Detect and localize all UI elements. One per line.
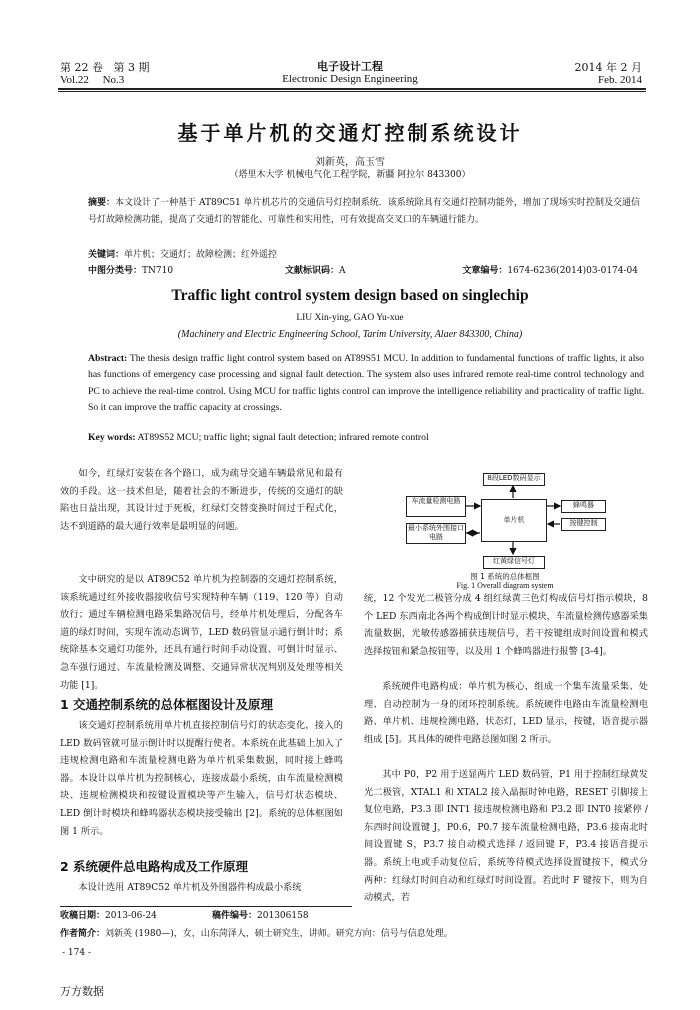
right-paragraph-1: 统，12 个发光二极管分成 4 组红绿黄三色灯构成信号灯指示模块，8 个 LED 东西南北各两个构成倒计时显示模块，车流量检测传感器采集流量数据，光敏传感器捕获违规信号，若干按键组成时间设置和模式选择按钮和紧急按钮等，以及用 1 个蜂鸣器进行报警 [3-4]。	[364, 593, 648, 657]
authors-en: LIU Xin-ying, GAO Yu-xue	[296, 313, 404, 323]
received-date-value: 2013-06-24	[105, 911, 157, 921]
volume-en: Vol.22	[60, 74, 89, 86]
abstract-en-text: The thesis design traffic light control system based on AT89S51 MCU. In addition to fundamental functions of traffic lights, it also has functions of emergency case processing and signal fault detection. The system also uses infrared remote real-time control technology and PC to achieve the real-time control. Using MCU for traffic lights control can improve the intelligence reliability and practicality of traffic light. So it can improve the traffic capacity at crossings.	[88, 353, 644, 414]
affiliation-cn: （塔里木大学 机械电气化工程学院，新疆 阿拉尔 843300）	[229, 170, 471, 180]
left-paragraph-3: 该交通灯控制系统用单片机直接控制信号灯的状态变化，接入的 LED 数码管就可显示倒计时以提醒行使者。本系统在此基础上加入了违规检测电路和车流量检测电路为单片机采集数据，同时接上蜂鸣器。本设计以单片机为控制核心，连接成最小系统，由车流量检测模块、违规检测模块和按键设置模块等产生输入，信号灯状态模块、LED 倒计时模块和蜂鸣器状态模块接受输出 [2]。系统的总体框图如图 1 所示。	[60, 720, 343, 837]
header-rule-thin	[58, 91, 646, 92]
keywords-cn-text: 单片机；交通灯；故障检测；红外遥控	[124, 250, 278, 260]
journal-title-cn: 电子设计工程	[317, 60, 383, 73]
article-number	[462, 265, 638, 278]
abstract-cn-text: 本文设计了一种基于 AT89C51 单片机芯片的交通信号灯控制系统．该系统除具有交通灯控制功能外，增加了现场实时控制及交通信号灯故障检测功能，提高了交通灯的智能化、可靠性和实用性，可有效提高交叉口的车辆通行能力。	[88, 198, 640, 225]
affiliation-en: (Machinery and Electric Engineering School, Tarim University, Alaer 843300, China)	[177, 329, 523, 340]
article-number-value: 1674-6236(2014)03-0174-04	[507, 266, 638, 276]
right-paragraph-3: 其中 P0，P2 用于送显两片 LED 数码管，P1 用于控制红绿黄发光二极管，XTAL1 和 XTAL2 接入晶振时钟电路，RESET 引脚接上复位电路，P3.3 即 INT1 接违规检测电路和 P3.2 即 INT0 接紧停 / 东西时间设置键 J，P0.6，P0.7 接车流量检测电路，P3.6 接南北时间设置键 S，P3.7 接自动模式选择 / 返回键 F，P3.4 接语音提示器。系统上电或手动复位后，系统等待模式选择设置键按下，模式分两种：红绿灯时间自动和红绿灯时间设置。若此时 F 键按下，则为自动模式，若	[364, 769, 648, 904]
figure-1-caption-en: Fig. 1 Overall diagram system	[456, 581, 554, 590]
header-rule	[58, 88, 646, 90]
footnote-rule	[60, 906, 352, 907]
box-led-display: 8段LED数码显示	[483, 473, 545, 486]
issue-cn: 第 3 期	[113, 61, 150, 74]
right-paragraph-2: 系统硬件电路构成：单片机为核心，组成一个集车流量采集、处理、自动控制为一身的闭环控制系统。系统硬件电路由车流量检测电路、单片机、违规检测电路，状态灯，LED 显示，按键，语音提示器组成 [5]。其具体的硬件电路总图如图 2 所示。	[364, 681, 648, 745]
author-bio-label: 作者简介：	[60, 929, 106, 939]
document-code	[285, 265, 346, 278]
received-date	[60, 910, 157, 923]
left-paragraph-1: 如今，红绿灯安装在各个路口，成为疏导交通车辆最常见和最有效的手段。这一技术但是，随着社会的不断进步，传统的交通灯的缺陷也日益出现，其设计过于死板，红绿灯交替变换时间过于程式化，达不到道路的最大通行效率是最明显的问题。	[60, 468, 343, 532]
section-2-heading: 2 系统硬件总电路构成及工作原理	[60, 859, 249, 874]
paper-title-en: Traffic light control system design based on singlechip	[171, 287, 529, 304]
box-buzzer: 蜂鸣器	[561, 500, 606, 513]
volume-cn: 第 22 卷	[60, 61, 103, 74]
journal-title-en: Electronic Design Engineering	[282, 73, 418, 85]
date-en: Feb. 2014	[598, 74, 642, 86]
left-paragraph-4: 本设计选用 AT89C52 单片机及外围器件构成最小系统	[78, 882, 302, 893]
authors-cn: 刘新英，高玉雪	[315, 157, 385, 168]
class-number	[88, 265, 173, 278]
manuscript-number-value: 201306158	[257, 911, 309, 921]
received-date-label: 收稿日期：	[60, 911, 106, 921]
keywords-cn-label: 关键词：	[88, 250, 125, 260]
author-bio-text: 刘新英 (1980—)，女，山东菏泽人，硕士研究生，讲师。研究方向：信号与信息处理。	[105, 929, 453, 939]
box-signal-lights: 红黄绿信号灯	[483, 556, 545, 569]
watermark-wanfang: 万方数据	[60, 985, 104, 998]
abstract-cn	[88, 195, 640, 228]
abstract-cn-label: 摘要：	[88, 198, 116, 208]
abstract-en-label: Abstract:	[88, 353, 128, 364]
class-number-value: TN710	[142, 266, 174, 276]
box-flow-detect: 车流量检测电路	[406, 496, 466, 517]
keywords-en-label: Key words:	[88, 432, 136, 443]
document-code-value: A	[339, 266, 346, 276]
keywords-en	[88, 432, 429, 443]
keywords-en-text: AT89S52 MCU; traffic light; signal fault detection; infrared remote control	[137, 432, 429, 443]
author-bio	[60, 928, 453, 941]
article-number-label: 文章编号：	[462, 266, 508, 276]
keywords-cn	[88, 249, 277, 262]
figure-1-caption-cn: 图 1 系统的总体框图	[470, 572, 540, 581]
manuscript-number-label: 稿件编号：	[212, 911, 258, 921]
figure-1-diagram	[360, 462, 650, 602]
section-1-heading: 1 交通控制系统的总体框图设计及原理	[60, 697, 274, 712]
document-code-label: 文献标识码：	[285, 266, 340, 276]
manuscript-number	[212, 910, 309, 923]
class-number-label: 中图分类号：	[88, 266, 143, 276]
abstract-en	[88, 351, 644, 417]
issue-en: No.3	[102, 74, 125, 86]
paper-title-cn: 基于单片机的交通灯控制系统设计	[177, 121, 523, 145]
box-min-system: 最小系统外围接口电路	[406, 523, 466, 544]
date-cn: 2014 年 2 月	[574, 61, 642, 74]
left-paragraph-2: 文中研究的是以 AT89C52 单片机为控制器的交通灯控制系统，该系统通过红外接收器接收信号实现特种车辆（119、120 等）自动放行；通过车辆检测电路采集路况信号，经单片机处理后，分配各车道的绿灯时间，实现车流动态调节，LED 数码管显示通行倒计时；系统除基本交通灯功能外，还具有通行时间手动设置、可倒计时显示、急车强行通过、车流量检测及调整、交通异常状况判别及处理等相关功能 [1]。	[60, 574, 343, 691]
page-number: - 174 -	[62, 948, 91, 958]
box-mcu: 单片机	[481, 499, 547, 542]
box-key-control: 按键控制	[561, 518, 606, 531]
